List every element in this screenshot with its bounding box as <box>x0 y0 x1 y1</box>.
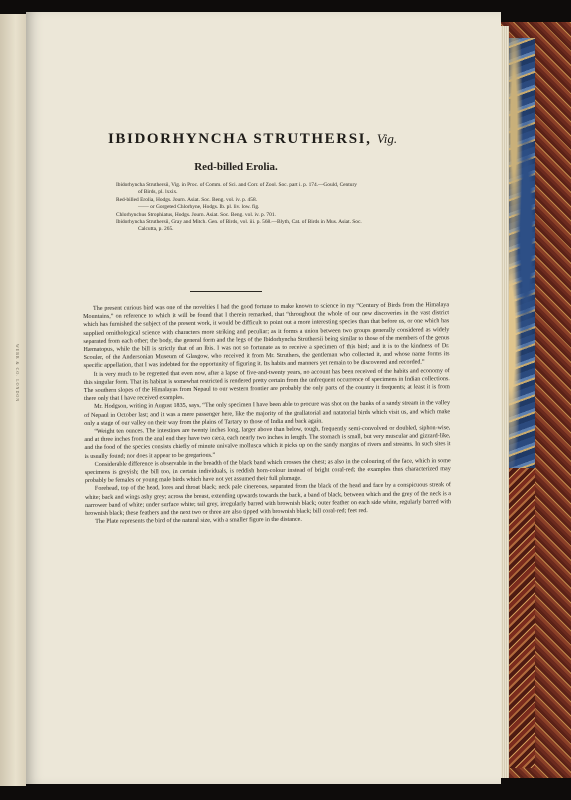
title-authority: Vig. <box>376 131 398 146</box>
spine-text: WEBB & CO. LONDON <box>15 344 20 403</box>
page-title <box>108 131 398 148</box>
synonym-line: of Birds, pl. lxxix. <box>138 189 178 196</box>
synonym-line: Chlorhynchus Strophiatus, Hodgs. Journ. Asiat. Soc. Beng. vol. iv. p. 701. <box>116 211 276 218</box>
synonym-line: Red-billed Erolia, Hodgs. Journ. Asiat. Soc. Beng. vol. iv. p. 458. <box>116 196 257 203</box>
paragraph: The Plate represents the bird of the natural size, with a smaller figure in the distance. <box>95 517 302 526</box>
paragraph: Forehead, top of the head, lores and throat black; neck pale cinereous, separated from the black of the head and face by a conspicuous streak of white; back and wings ashy grey; across the breast, extending upwards towards the back, a band of black, between which and the grey of the neck is a narrower band of white; under surface white; tail grey, irregularly barred with brownish black; outer feather on each side white, regularly barred with brownish black; these feathers and the next two or three are also tipped with brownish black; bill coral-red; feet red. <box>84 482 452 518</box>
synonym-line: Calcutta, p. 265. <box>138 226 174 233</box>
paragraph: “Weight ten ounces. The intestines are twenty inches long, larger above than below, tough, frequently semi-convolved or doubled, siphon-wise, and at three inches from the anal end they have two cæca, each nearly two inches in length. The stomach is small, but very muscular and gizzard-like, and the food of the species consists chiefly of minute univalve mollusca which it picks up on the sandy margins of rivers and streams. In such sites it is usually found; nor does it appear to be gregarious.” <box>84 425 451 460</box>
synonym-line: Ibidorhyncha Struthersii, Vig. in Proc. of Comm. of Sci. and Corr. of Zool. Soc. part i. p. 174.—Gould, Century <box>116 182 357 188</box>
paragraph: It is very much to be regretted that even now, after a lapse of five-and-twenty years, no account has been received of the habits and economy of this singular form. That its habitat is somewhat restricted is rendered pretty certain from the unfrequent occurrence of specimens in Indian collections. The southern slopes of the Himalayas from Nepaul to our western frontier are probably the only parts of the country it frequents; at least it is from there only that I have received examples. <box>83 367 450 403</box>
marbled-edge-lower <box>505 468 535 768</box>
title-main: IBIDORHYNCHA STRUTHERSI, <box>108 131 372 147</box>
synonymy-list <box>116 182 406 234</box>
common-name: Red-billed Erolia. <box>194 161 278 173</box>
synonym-line: Ibidorhyncha Struthersii, Gray and Mitch. Gen. of Birds, vol. iii. p. 568.—Blyth, Cat. of Birds in Mus. Asiat. Soc. <box>116 219 362 226</box>
paragraph: The present curious bird was one of the novelties I had the good fortune to make known to science in my “Century of Birds from the Himalaya Mountains,” on reference to which it will be found that I therein remarked, that “throughout the whole of our new discoveries in the vast district which has furnished the subject of the present work, it would be difficult to point out a more interesting species than that before us, or one which has supplied ornithological science with characters more striking and peculiar; as it forms a union between two groups generally considered as widely separated from each other; the body, the general form and the legs of the Ibidorhyncha Struthersii being similar to those of the members of the genus Hæmatopus, while the bill is strictly that of an Ibis. I was not so fortunate as to receive a specimen of this bird; and it is to the kindness of Dr. Scouler, of the Andersonian Museum of Glasgow, who received it from Mr. Struthers, the gentleman who collected it, and whose name forms its specific appellation, that I was indebted for the opportunity of figuring it. Its habits and manners yet remain to be discovered and recorded.” <box>83 302 450 370</box>
paragraph: Mr. Hodgson, writing in August 1835, says, “The only specimen I have been able to procure was shot on the banks of a sandy stream in the valley of Nepaul in October last; and it was a mere passenger here, like the majority of the grallatorial and natatorial birds which visit us, and which make only a stage of our valley on their way from the plains of Tartary to those of India and back again. <box>84 400 451 427</box>
paragraph: Considerable difference is observable in the breadth of the black band which crosses the chest; as also in the colouring of the face, which in some specimens is greyish; the bill too, in certain individuals, is reddish horn-colour instead of bright coral-red; the examples thus characterized may probably be females or young male birds which have not yet assumed their full plumage. <box>84 458 451 485</box>
divider-rule <box>190 291 262 292</box>
synonym-line: —— or Gorgeted Chlorhyne, Hodgs. Ib. pl. liv. low. fig. <box>138 204 260 211</box>
marbled-endpaper <box>505 38 535 468</box>
left-page-sliver <box>0 14 26 786</box>
body-text <box>83 301 451 526</box>
